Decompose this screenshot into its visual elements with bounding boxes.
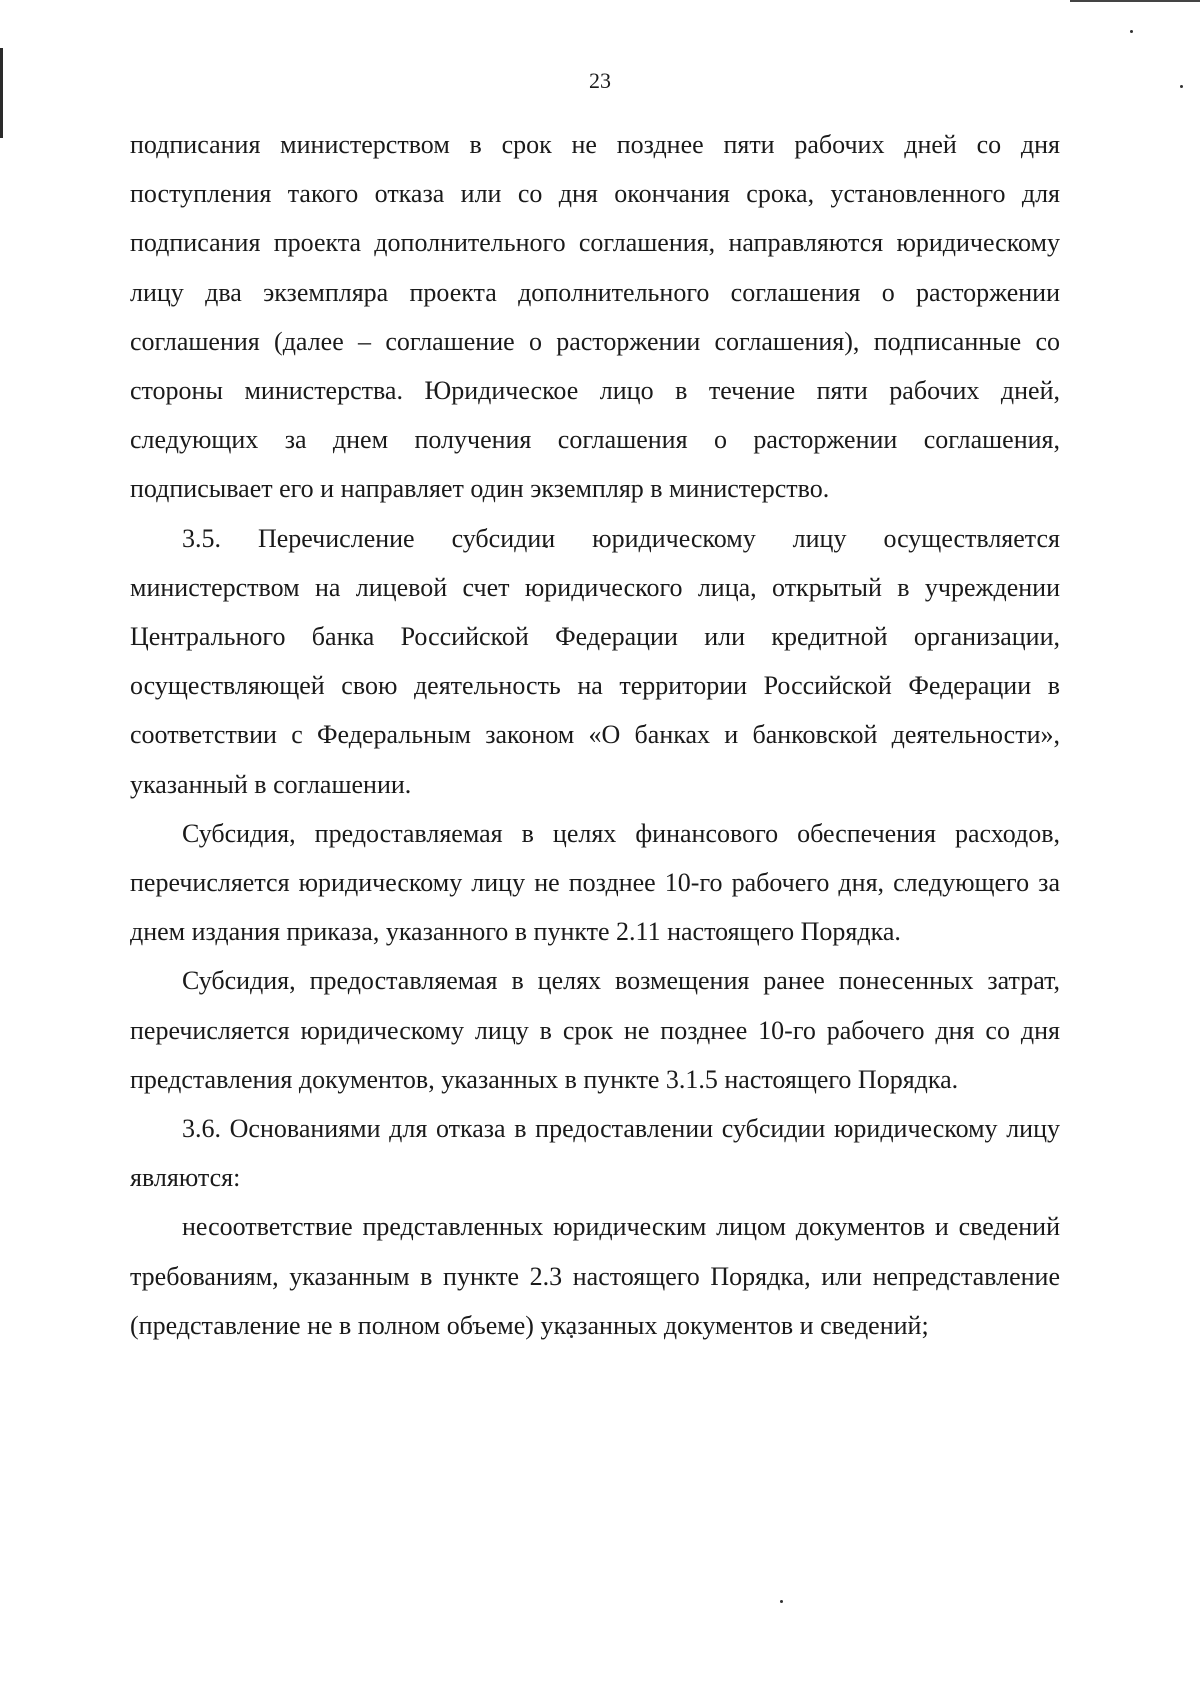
page-number: 23: [589, 68, 611, 93]
scan-speck: [1130, 30, 1133, 33]
scan-speck: [780, 1600, 783, 1603]
paragraph-refusal-ground-1: несоответствие представленных юридическим лицом документов и сведений требованиям, указанным в пункте 2.3 настоящего Порядка, или непредставление (представление не в полном объеме) указанных документов и сведений;: [130, 1212, 1060, 1340]
scan-top-line: [1070, 0, 1200, 2]
paragraph-subsidy-reimbursement: Субсидия, предоставляемая в целях возмещения ранее понесенных затрат, перечисляется юридическому лицу в срок не позднее 10-го рабочего дня со дня представления документов, указанных в пункте 3.1.5 настоящего Порядка.: [130, 966, 1060, 1094]
paragraph-continuation: подписания министерством в срок не позднее пяти рабочих дней со дня поступления такого отказа или со дня окончания срока, установленного для подписания проекта дополнительного соглашения, направляются юридическому лицу два экземпляра проекта дополнительного соглашения о расторжении соглашения (далее – соглашение о расторжении соглашения), подписанные со стороны министерства. Юридическое лицо в течение пяти рабочих дней, следующих за днем получения соглашения о расторжении соглашения, подписывает его и направляет один экземпляр в министерство.: [130, 130, 1060, 504]
paragraph-subsidy-financing: Субсидия, предоставляемая в целях финансового обеспечения расходов, перечисляется юридическому лицу не позднее 10-го рабочего дня, следующего за днем издания приказа, указанного в пункте 2.11 настоящего Порядка.: [130, 818, 1060, 947]
paragraph-3-6: 3.6. Основаниями для отказа в предоставлении субсидии юридическому лицу являются:: [130, 1114, 1060, 1193]
paragraph-3-5: 3.5. Перечисление субсидии юридическому лицу осуществляется министерством на лицевой счет юридического лица, открытый в учреждении Центрального банка Российской Федерации или кредитной организации, осуществляющей свою деятельность на территории Российской Федерации в соответствии с Федеральным законом «О банках и банковской деятельности», указанный в соглашении.: [130, 523, 1060, 799]
document-body: [130, 120, 1060, 1350]
